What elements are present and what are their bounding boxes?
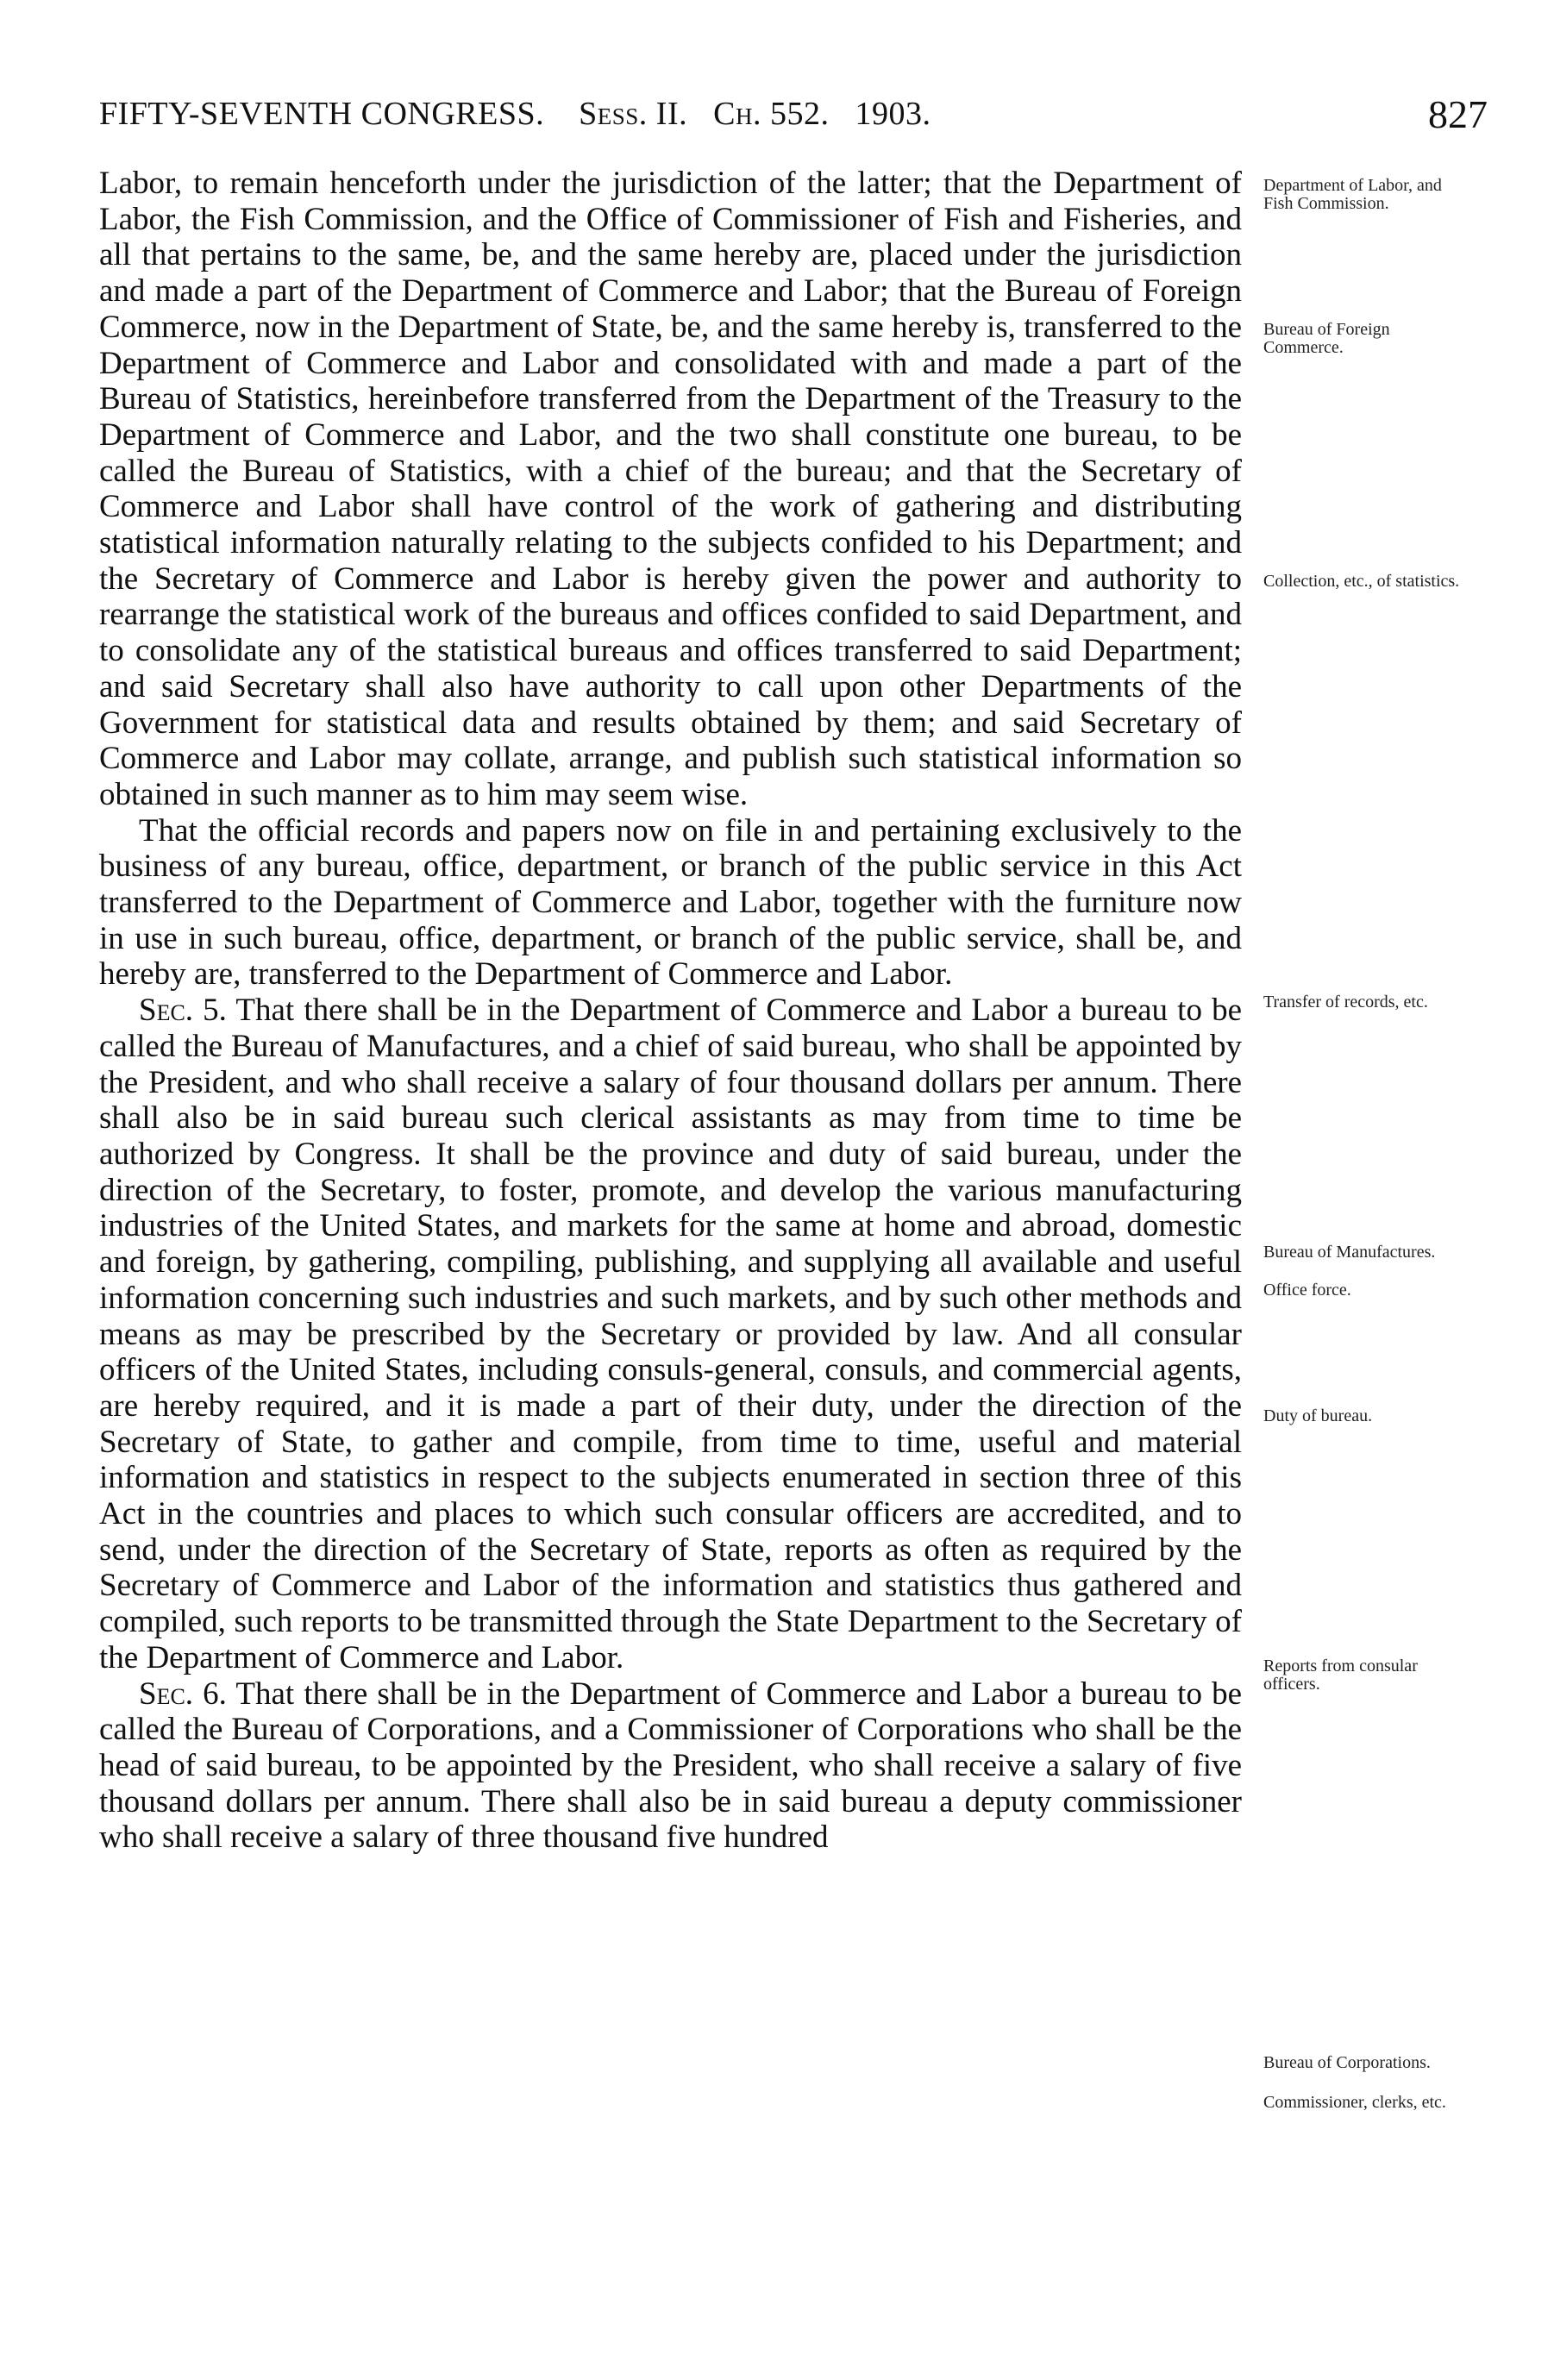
chapter-label: Ch. 552. (713, 96, 830, 132)
paragraph-text: That the official records and papers now on file in and pertaining exclusively to the business of any bureau, office, department, or branch of the public service in this Act transferred to the Department of Commerce and Labor, together with the furniture now in use in such bureau, office, department, or branch of the public service, shall be, and hereby are, transferred to the Department of Commerce and Labor. (99, 812, 1242, 993)
statute-body (99, 166, 1242, 1856)
margin-note-labor-fish: Department of Labor, and Fish Commission. (1263, 176, 1442, 213)
margin-note-records: Transfer of records, etc. (1263, 993, 1428, 1012)
section-label: Sec. 5. (139, 993, 227, 1029)
section-label: Sec. 6. (139, 1675, 227, 1712)
paragraph-section-5 (99, 993, 1242, 1675)
paragraph-section-6 (99, 1676, 1242, 1857)
year-label: 1903. (855, 96, 931, 132)
running-title-line (99, 95, 931, 133)
margin-note-foreign-commerce: Bureau of Foreign Commerce. (1263, 320, 1390, 357)
paragraph-text: Labor, to remain henceforth under the jurisdiction of the latter; that the Department of Labor, the Fish Commission, and the Office of Commissioner of Fish and Fisheries, and all that pertains to the same, be, and the same hereby are, placed under the jurisdiction and made a part of the Department of Commerce and Labor; that the Bureau of Foreign Commerce, now in the Department of State, be, and the same hereby is, transferred to the Department of Commerce and Labor and consolidated with and made a part of the Bureau of Statistics, hereinbefore transferred from the Department of the Treasury to the Department of Commerce and Labor, and the two shall constitute one bureau, to be called the Bureau of Statistics, with a chief of the bureau; and that the Secretary of Commerce and Labor shall have control of the work of gathering and distributing statistical information naturally relating to the subjects confided to his Department; and the Secretary of Commerce and Labor is hereby given the power and authority to rearrange the statistical work of the bureaus and offices confided to said Department, and to consolidate any of the statistical bureaus and offices transferred to said Department; and said Secretary shall also have authority to call upon other Departments of the Government for statistical data and results obtained by them; and said Secretary of Commerce and Labor may collate, arrange, and publish such statistical information so obtained in such manner as to him may seem wise. (99, 166, 1242, 812)
margin-note-commissioner: Commissioner, clerks, etc. (1263, 2093, 1446, 2112)
margin-note-corporations: Bureau of Corporations. (1263, 2053, 1431, 2072)
page-number: 827 (1428, 92, 1488, 136)
paragraph-continuation (99, 166, 1242, 813)
running-header (99, 92, 1488, 147)
paragraph-text: That there shall be in the Department of Commerce and Labor a bureau to be called the Bureau of Corporations, and a Commissioner of Corporations who shall be the head of said bureau, to be appointed by the President, who shall receive a salary of five thousand dollars per annum. There shall also be in said bureau a deputy commissioner who shall receive a salary of three thousand five hundred (99, 1675, 1243, 1856)
session-label: Sess. II. (579, 96, 688, 132)
margin-note-duty: Duty of bureau. (1263, 1406, 1373, 1425)
margin-note-statistics: Collection, etc., of statistics. (1263, 572, 1460, 591)
margin-note-manufactures: Bureau of Manufactures. (1263, 1243, 1436, 1262)
paragraph-text: That there shall be in the Department of Commerce and Labor a bureau to be called the Bureau of Manufactures, and a chief of said bureau, who shall be appointed by the President, and who shall receive a salary of four thousand dollars per annum. There shall also be in said bureau such clerical assistants as may from time to time be authorized by Congress. It shall be the province and duty of said bureau, under the direction of the Secretary, to foster, promote, and develop the various manufacturing industries of the United States, and markets for the same at home and abroad, domestic and foreign, by gathering, compiling, publishing, and supplying all available and useful information concerning such industries and such markets, and by such other methods and means as may be prescribed by the Secretary or provided by law. And all consular officers of the United States, including consuls-general, consuls, and commercial agents, are hereby required, and it is made a part of their duty, under the direction of the Secretary of State, to gather and compile, from time to time, useful and material information and statistics in respect to the subjects enumerated in section three of this Act in the countries and places to which such consular officers are accredited, and to send, under the direction of the Secretary of State, reports as often as required by the Secretary of Commerce and Labor of the information and statistics thus gathered and compiled, such reports to be transmitted through the State Department to the Secretary of the Department of Commerce and Labor. (99, 993, 1243, 1675)
congress-title: FIFTY-SEVENTH CONGRESS. (99, 96, 545, 132)
margin-note-office-force: Office force. (1263, 1281, 1351, 1300)
margin-note-consular-reports: Reports from consular officers. (1263, 1657, 1418, 1694)
paragraph-records-transfer (99, 813, 1242, 993)
